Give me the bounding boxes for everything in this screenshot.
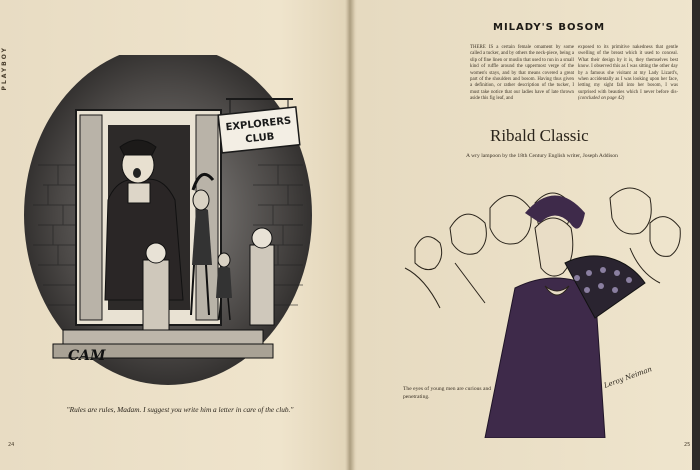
body-column-right-text: exposed to its primitive nakedness that gentle swelling of the breast which it used to conceal. What their design by it is, they themselves best know. I observed this as I was sitting the other day by a famous she visitant at my Lady Lizard's, when accidentally as I was looking upon her face, letting my sight fall into her bosom, I was surprised with beauties which I never before dis- — [578, 45, 678, 95]
article-title: MILADY'S BOSOM — [493, 22, 606, 33]
article-deck: A wry lampoon by the 18th Century English writer, Joseph Addison — [466, 153, 618, 159]
cartoon-caption: "Rules are rules, Madam. I suggest you write him a letter in care of the club." — [66, 405, 294, 414]
cartoonist-signature: CAM — [68, 348, 106, 364]
body-column-left: THERE IS a certain female ornament by some called a tucker, and by others the neck-piece, being a slip of fine linen or muslin that used to run in a small kind of ruffle around the uppermost verge of the women's stays, and by that means covered a great part of the shoulders and bosom. Having thus given a definition, or rather description of the tucker, I must take notice that our ladies have of late thrown aside this fig leaf, and — [470, 45, 574, 102]
illustration-caption: The eyes of young men are curious and penetrating. — [403, 386, 492, 400]
article-subtitle: Ribald Classic — [490, 126, 589, 145]
running-head: PLAYBOY — [1, 46, 8, 91]
sign-line-2: CLUB — [244, 131, 275, 146]
illustrator-signature: Leroy Neiman — [602, 365, 654, 390]
continued-note: (concluded on page 42) — [578, 96, 625, 102]
sign-line-1: EXPLORERS — [225, 115, 292, 134]
body-column-right — [578, 45, 678, 103]
page-number-left: 24 — [8, 442, 15, 448]
cartoon-illustration — [18, 55, 323, 400]
page-number-right: 25 — [684, 442, 691, 448]
page-gutter — [345, 0, 355, 470]
